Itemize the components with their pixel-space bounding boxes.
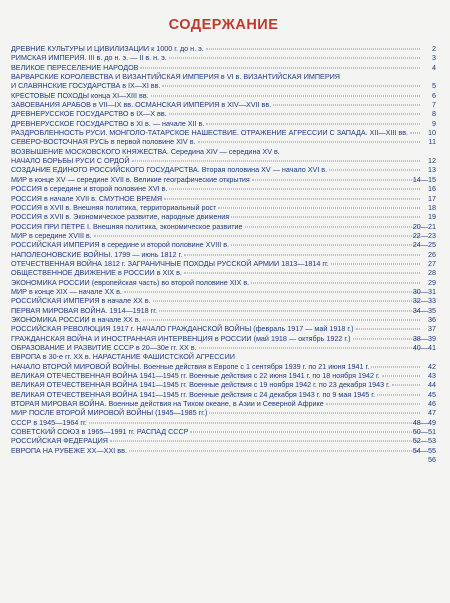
toc-entry[interactable]: [11, 418, 436, 427]
toc-leader-dots: [245, 226, 420, 227]
toc-entry-title: ЕВРОПА НА РУБЕЖЕ XX—XXI вв.: [11, 445, 127, 455]
toc-entry-title: ЭКОНОМИКА РОССИИ в начале XX в.: [11, 314, 141, 324]
toc-entry-title: ВОЗВЫШЕНИЕ МОСКОВСКОГО КНЯЖЕСТВА. Середина XIV — середина XV в.: [11, 146, 280, 156]
toc-page-number: 54—55: [412, 445, 436, 455]
toc-page-number: 46: [428, 399, 436, 409]
toc-leader-dots: [198, 142, 420, 143]
toc-page-number: 8: [432, 109, 436, 119]
toc-leader-dots: [184, 254, 420, 255]
toc-entry-title: НАЧАЛО ВТОРОЙ МИРОВОЙ ВОЙНЫ. Военные действия в Европе с 1 сентября 1939 г. по 21 июня 1941 г.: [11, 361, 370, 371]
toc-leader-dots: [326, 404, 420, 405]
toc-entry-title: РИМСКАЯ ИМПЕРИЯ. III в. до н. э. — II в. н. э.: [11, 53, 167, 63]
toc-entry-title: СЕВЕРО-ВОСТОЧНАЯ РУСЬ в первой половине XIV в.: [11, 137, 196, 147]
toc-page-number: 56: [428, 455, 436, 465]
toc-entry-title: НАПОЛЕОНОВСКИЕ ВОЙНЫ. 1799 — июнь 1812 г.: [11, 249, 183, 259]
toc-page-number: 11: [428, 137, 436, 147]
toc-entry[interactable]: [11, 212, 436, 221]
toc-entry[interactable]: [11, 203, 436, 212]
toc-entry[interactable]: [11, 306, 436, 315]
toc-entry[interactable]: [11, 436, 436, 445]
toc-entry[interactable]: [11, 222, 436, 231]
toc-entry-title: РОССИЯ в XVII в. Внешняя политика, территориальный рост: [11, 202, 217, 212]
toc-page-number: 29: [428, 277, 436, 287]
toc-entry-title: ДРЕВНЕРУССКОЕ ГОСУДАРСТВО в IX—X вв.: [11, 109, 167, 119]
toc-entry[interactable]: [11, 109, 436, 118]
toc-entry[interactable]: [11, 53, 436, 62]
toc-entry-title: РОССИЯ в начале XVII в. СМУТНОЕ ВРЕМЯ: [11, 193, 163, 203]
toc-entry[interactable]: [11, 259, 436, 268]
toc-page-number: 43: [428, 371, 436, 381]
toc-leader-dots: [169, 114, 420, 115]
toc-entry-title: ГРАЖДАНСКАЯ ВОЙНА И ИНОСТРАННАЯ ИНТЕРВЕНЦИЯ в РОССИИ (май 1918 — октябрь 1922 г.): [11, 333, 351, 343]
toc-entry[interactable]: [11, 100, 436, 109]
toc-page-number: 3: [432, 53, 436, 63]
toc-entry[interactable]: [11, 446, 436, 455]
toc-leader-dots: [132, 161, 420, 162]
toc-entry[interactable]: [11, 287, 436, 296]
toc-entry-title: ВЕЛИКАЯ ОТЕЧЕСТВЕННАЯ ВОЙНА 1941—1945 гг. Военные действия с 19 ноября 1942 г. по 23 декабря 1943 г.: [11, 380, 390, 390]
toc-leader-dots: [251, 282, 420, 283]
toc-page-number: 40—41: [412, 343, 436, 352]
toc-entry-title: СССР в 1945—1964 гг.: [11, 417, 87, 427]
toc-page-number: 9: [432, 118, 436, 128]
toc-leader-dots: [159, 310, 420, 311]
toc-entry-title: НАЧАЛО БОРЬБЫ РУСИ С ОРДОЙ: [11, 156, 130, 166]
toc-entry-title: КРЕСТОВЫЕ ПОХОДЫ конца XI—XIII вв.: [11, 90, 149, 100]
toc-page-number: 4: [432, 62, 436, 72]
toc-entry[interactable]: [11, 380, 436, 389]
toc-leader-dots: [199, 348, 420, 349]
toc-entry[interactable]: [11, 334, 436, 343]
toc-entry-title: ПЕРВАЯ МИРОВАЯ ВОЙНА. 1914—1918 гг.: [11, 305, 158, 315]
toc-entry[interactable]: [11, 44, 436, 53]
toc-page-number: 42: [428, 361, 436, 371]
toc-leader-dots: [190, 432, 420, 433]
toc-entry-title: ВЕЛИКАЯ ОТЕЧЕСТВЕННАЯ ВОЙНА 1941—1945 гг. Военные действия с 24 декабря 1943 г. по 9 мая 1945 г.: [11, 389, 375, 399]
toc-leader-dots: [143, 319, 420, 320]
toc-page-number: 12: [428, 156, 436, 166]
toc-entry[interactable]: [11, 250, 436, 259]
toc-leader-dots: [89, 422, 420, 423]
toc-leader-dots: [169, 58, 420, 59]
toc-entry[interactable]: [11, 194, 436, 203]
toc-page-number: 37: [428, 324, 436, 334]
toc-page-number: 18: [428, 202, 436, 212]
toc-entry-title: ОБЩЕСТВЕННОЕ ДВИЖЕНИЕ в РОССИИ в XIX в.: [11, 268, 182, 278]
toc-entry-title: ЕВРОПА в 30-е гг. XX в. НАРАСТАНИЕ ФАШИСТСКОЙ АГРЕССИИ: [11, 352, 235, 362]
toc-entry-title: МИР в конце XV — середине XVII в. Великие географические открытия: [11, 174, 250, 184]
toc-page-number: 30—31: [412, 286, 436, 296]
toc-entry-title: РОССИЯ в середине и второй половине XVI в.: [11, 184, 168, 194]
toc-page-number: 38—39: [412, 333, 436, 343]
toc-leader-dots: [231, 217, 420, 218]
toc-entry[interactable]: [11, 147, 436, 156]
toc-entry-title: РАЗДРОБЛЕННОСТЬ РУСИ. МОНГОЛО-ТАТАРСКОЕ НАШЕСТВИЕ. ОТРАЖЕНИЕ АГРЕССИИ С ЗАПАДА. XII—XIII вв.: [11, 128, 409, 138]
toc-leader-dots: [206, 49, 420, 50]
toc-page-number: 52—53: [412, 436, 436, 446]
toc-page-number: 34—35: [412, 305, 436, 315]
toc-leader-dots: [218, 207, 420, 208]
toc-page-number: 17: [428, 193, 436, 203]
toc-leader-dots: [410, 133, 420, 134]
toc-page-number: 36: [428, 314, 436, 324]
toc-leader-dots: [252, 179, 420, 180]
toc-leader-dots: [184, 273, 420, 274]
toc-leader-dots: [94, 235, 420, 236]
toc-entry-title: РОССИЙСКАЯ ИМПЕРИЯ в начале XX в.: [11, 296, 151, 306]
toc-page-number: 6: [432, 90, 436, 100]
toc-leader-dots: [129, 450, 420, 451]
toc-leader-dots: [371, 366, 420, 367]
toc-entry[interactable]: [11, 137, 436, 146]
toc-entry[interactable]: [11, 72, 436, 91]
toc-entry-title: ДРЕВНЕРУССКОЕ ГОСУДАРСТВО в XI в. — начале XII в.: [11, 118, 205, 128]
toc-entry[interactable]: [11, 91, 436, 100]
toc-page-number: 13: [428, 165, 436, 175]
toc-page-number: 45: [428, 389, 436, 399]
toc-page-number: 14—15: [412, 174, 436, 184]
toc-page-number: 10: [428, 128, 436, 138]
toc-entry-title: ОБРАЗОВАНИЕ И РАЗВИТИЕ СССР в 20—30е гг. XX в.: [11, 343, 197, 352]
toc-entry[interactable]: [11, 455, 436, 464]
toc-entry[interactable]: [11, 343, 436, 352]
toc-page-number: 50—51: [412, 427, 436, 437]
toc-page-number: 44: [428, 380, 436, 390]
toc-leader-dots: [140, 67, 420, 68]
toc-entry[interactable]: [11, 165, 436, 174]
toc-entry[interactable]: [11, 390, 436, 399]
toc-entry[interactable]: [11, 296, 436, 305]
page-title: СОДЕРЖАНИЕ: [168, 17, 279, 33]
toc-entry-title: МИР ПОСЛЕ ВТОРОЙ МИРОВОЙ ВОЙНЫ (1945—1985 гг.): [11, 408, 208, 418]
toc-entry-title: РОССИЯ в XVII в. Экономическое развитие, народные движения: [11, 212, 230, 222]
toc-leader-dots: [231, 245, 420, 246]
toc-entry-title: РОССИЯ ПРИ ПЕТРЕ I. Внешняя политика, экономическое развитие: [11, 221, 243, 231]
toc-entry[interactable]: [11, 156, 436, 165]
toc-entry[interactable]: [11, 362, 436, 371]
toc-leader-dots: [206, 123, 420, 124]
toc-leader-dots: [169, 189, 420, 190]
toc-page-number: 27: [428, 258, 436, 268]
toc-entry[interactable]: [11, 231, 436, 240]
toc-leader-dots: [356, 329, 421, 330]
toc-page-number: 22—23: [412, 230, 436, 240]
toc-entry[interactable]: [11, 63, 436, 72]
toc-leader-dots: [331, 263, 420, 264]
toc-entry-title: СОЗДАНИЕ ЕДИНОГО РОССИЙСКОГО ГОСУДАРСТВА. Вторая половина XV — начало XVI в.: [11, 165, 328, 175]
toc-leader-dots: [209, 413, 420, 414]
toc-entry-title: ВТОРАЯ МИРОВАЯ ВОЙНА. Военные действия на Тихом океане, в Азии и Северной Африке: [11, 399, 324, 409]
toc-leader-dots: [377, 394, 420, 395]
toc-page-number: 5: [432, 81, 436, 91]
toc-page-number: 7: [432, 100, 436, 110]
toc-leader-dots: [353, 338, 421, 339]
toc-page-number: 32—33: [412, 296, 436, 306]
toc-entry[interactable]: [11, 278, 436, 287]
toc-entry-title-continued: И СЛАВЯНСКИЕ ГОСУДАРСТВА в IX—XI вв.: [11, 81, 161, 91]
toc-entry-title: ВЕЛИКАЯ ОТЕЧЕСТВЕННАЯ ВОЙНА 1941—1945 гг. Военные действия с 22 июня 1941 г. по 18 ноября 1942 г.: [11, 371, 380, 381]
toc-leader-dots: [124, 291, 420, 292]
toc-entry[interactable]: [11, 119, 436, 128]
toc-page-number: 24—25: [412, 240, 436, 250]
toc-page-number: 48—49: [412, 417, 436, 427]
toc-entry-title: ВЕЛИКОЕ ПЕРЕСЕЛЕНИЕ НАРОДОВ: [11, 62, 139, 72]
toc-entry[interactable]: [11, 352, 436, 361]
toc-leader-dots: [151, 95, 420, 96]
toc-entry-title: СОВЕТСКИЙ СОЮЗ в 1965—1991 гг. РАСПАД СССР: [11, 427, 189, 437]
toc-page-number: 28: [428, 268, 436, 278]
toc-list: [11, 44, 436, 464]
toc-page-number: 19: [428, 212, 436, 222]
toc-entry[interactable]: [11, 315, 436, 324]
toc-leader-dots: [153, 301, 420, 302]
toc-page-number: 2: [432, 44, 436, 53]
toc-entry[interactable]: [11, 184, 436, 193]
toc-entry-title: ЗАВОЕВАНИЯ АРАБОВ в VII—IX вв. ОСМАНСКАЯ ИМПЕРИЯ в XIV—XVII вв.: [11, 100, 272, 110]
toc-entry-title: ОТЕЧЕСТВЕННАЯ ВОЙНА 1812 г. ЗАГРАНИЧНЫЕ ПОХОДЫ РУССКОЙ АРМИИ 1813—1814 гг.: [11, 258, 329, 268]
toc-page-number: 20—21: [412, 221, 436, 231]
toc-entry-title: ВАРВАРСКИЕ КОРОЛЕВСТВА И ВИЗАНТИЙСКАЯ ИМПЕРИЯ в VI в. ВИЗАНТИЙСКАЯ ИМПЕРИЯ: [11, 72, 340, 82]
toc-leader-dots: [273, 105, 420, 106]
toc-entry[interactable]: [11, 324, 436, 333]
toc-leader-dots: [392, 385, 420, 386]
toc-entry[interactable]: [11, 408, 436, 417]
toc-entry-title: РОССИЙСКАЯ ИМПЕРИЯ в середине и второй половине XVIII в.: [11, 240, 230, 250]
toc-page-number: 47: [428, 408, 436, 418]
toc-entry[interactable]: [11, 399, 436, 408]
toc-leader-dots: [329, 170, 420, 171]
toc-leader-dots: [162, 86, 420, 87]
toc-page-number: 26: [428, 249, 436, 259]
toc-entry-title: МИР в конце XIX — начале XX в.: [11, 286, 122, 296]
toc-leader-dots: [164, 198, 420, 199]
toc-entry[interactable]: [11, 371, 436, 380]
toc-entry[interactable]: [11, 240, 436, 249]
toc-entry-title: МИР в середине XVIII в.: [11, 230, 92, 240]
toc-entry-title: ЭКОНОМИКА РОССИИ (европейская часть) во второй половине XIX в.: [11, 277, 250, 287]
toc-entry-title: ДРЕВНИЕ КУЛЬТУРЫ И ЦИВИЛИЗАЦИИ к 1000 г. до н. э.: [11, 44, 204, 53]
toc-leader-dots: [110, 441, 420, 442]
toc-entry[interactable]: [11, 175, 436, 184]
toc-entry-title: РОССИЙСКАЯ РЕВОЛЮЦИЯ 1917 г. НАЧАЛО ГРАЖДАНСКОЙ ВОЙНЫ (февраль 1917 — май 1918 г.): [11, 324, 354, 334]
toc-leader-dots: [382, 376, 420, 377]
toc-entry[interactable]: [11, 268, 436, 277]
toc-entry[interactable]: [11, 128, 436, 137]
toc-entry[interactable]: [11, 427, 436, 436]
toc-page-number: 16: [428, 184, 436, 194]
toc-entry-title: РОССИЙСКАЯ ФЕДЕРАЦИЯ: [11, 436, 108, 446]
